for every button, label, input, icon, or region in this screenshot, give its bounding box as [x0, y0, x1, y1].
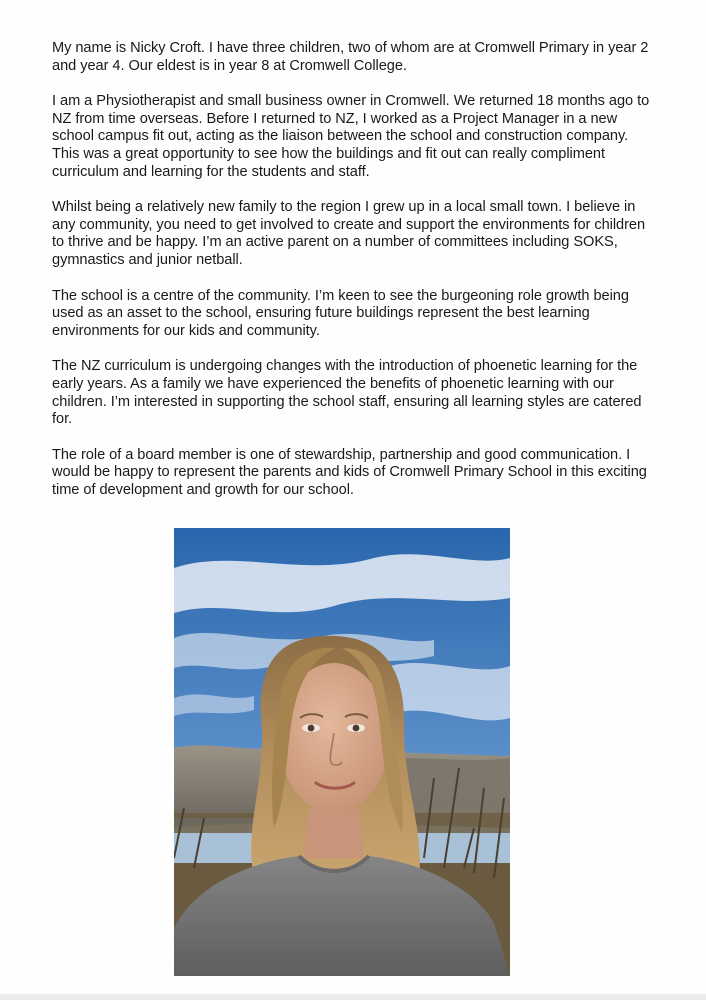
paragraph-school: The school is a centre of the community. I’m keen to see the burgeoning role growth being used as an asset to the school, ensuring future buildings represent the best learning environments for our kids and community.	[52, 287, 629, 339]
paragraph-board-role: The role of a board member is one of stewardship, partnership and good communication. I would be happy to represent the parents and kids of Cromwell Primary School in this exciting time of development and growth for our school.	[52, 446, 647, 498]
scan-edge	[0, 994, 706, 1000]
paragraph-curriculum: The NZ curriculum is undergoing changes with the introduction of phoenetic learning for the early years. As a family we have experienced the benefits of phoenetic learning with our children. I’m interested in supporting the school staff, ensuring all learning styles are catered for.	[52, 358, 642, 428]
paragraph-intro: My name is Nicky Croft. I have three children, two of whom are at Cromwell Primary in year 2 and year 4. Our eldest is in year 8 at Cromwell College.	[52, 40, 649, 74]
letter-body	[52, 40, 652, 517]
paragraph-community: Whilst being a relatively new family to the region I grew up in a local small town. I believe in any community, you need to get involved to create and support the environments for children to thrive and be happy. I’m an active parent on a number of committees including SOKS, gymnastics and junior netball.	[52, 199, 646, 268]
paragraph-background: I am a Physiotherapist and small business owner in Cromwell. We returned 18 months ago to NZ from time overseas. Before I returned to NZ, I worked as a Project Manager in a new school campus fit out, acting as the liaison between the school and construction company. This was a great opportunity to see how the buildings and fit out can really compliment curriculum and learning for the students and staff.	[52, 93, 650, 180]
portrait-photo	[174, 528, 510, 976]
portrait-illustration	[174, 528, 510, 976]
